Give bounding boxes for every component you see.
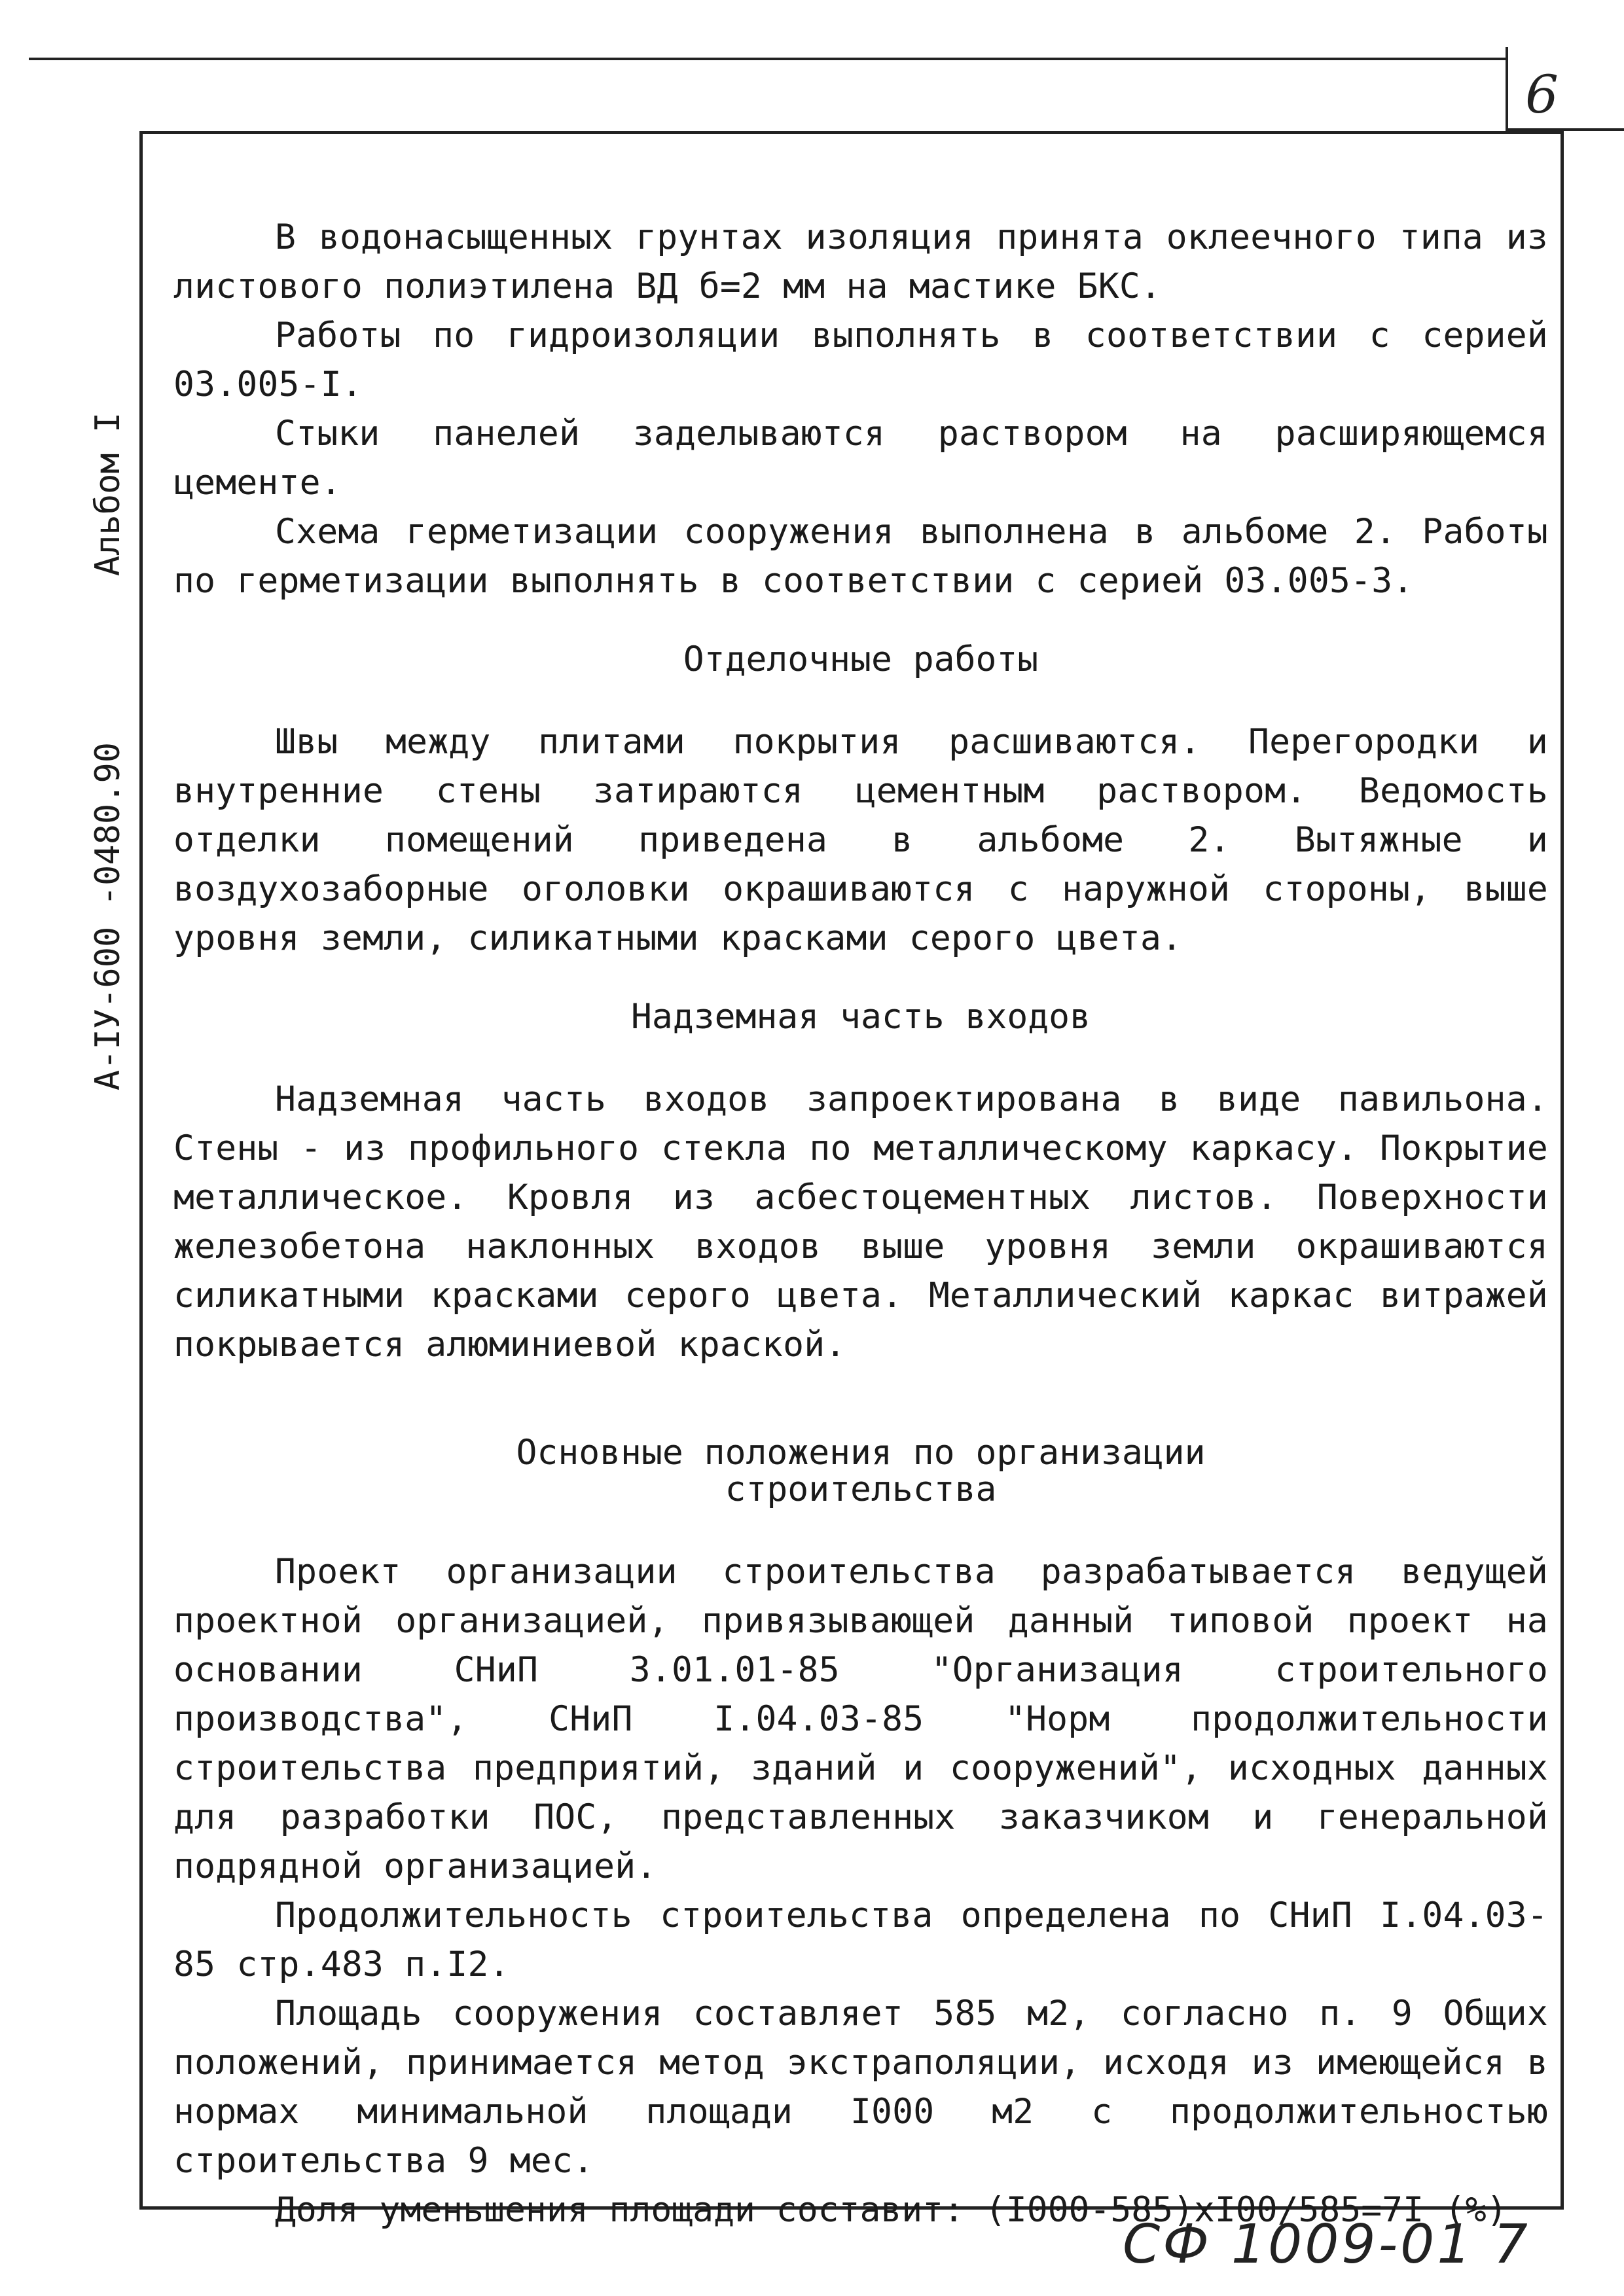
paragraph: Проект организации строительства разрабатывается ведущей проектной организацией, привязывающей данный типовой проект на основании СНиП 3.01.01-85 "Организация строительного производства", СНиП I.04.03-85 "Норм продолжительности строительства предприятий, зданий и сооружений", исходных данных для разработки ПОС, представленных заказчиком и генеральной подрядной организацией. [173, 1552, 1548, 1886]
top-rule [29, 58, 1506, 60]
page-number: 6 [1525, 64, 1559, 125]
footer-document-code: СФ 1009-01 7 [1123, 2214, 1530, 2276]
section-heading-line: строительства [725, 1469, 997, 1509]
side-label-album-text: Альбом I [88, 412, 128, 577]
paragraph: В водонасыщенных грунтах изоляция принята оклеечного типа из листового полиэтилена ВД б=2 мм на мастике БКС. [173, 217, 1548, 306]
formula-line: Доля уменьшения площади составит: (I000-585)хI00/585=7I (%) [275, 2190, 1507, 2230]
paragraph: Работы по гидроизоляции выполнять в соответствии с серией 03.005-I. [173, 315, 1548, 404]
section-heading-finishing: Отделочные работы [683, 639, 1039, 679]
paragraph: Площадь сооружения составляет 585 м2, согласно п. 9 Общих положений, принимается метод экстраполяции, исходя из имеющейся в нормах минимальной площади I000 м2 с продолжительностью строительства 9 мес. [173, 1994, 1548, 2181]
paragraph: Стыки панелей заделываются раствором на расширяющемся цементе. [173, 414, 1548, 503]
paragraph: Швы между плитами покрытия расшиваются. Перегородки и внутренние стены затираются цементным раствором. Ведомость отделки помещений приведена в альбоме 2. Вытяжные и воздухозаборные оголовки окрашиваются с наружной стороны, выше уровня земли, силикатными красками серого цвета. [173, 722, 1548, 958]
paragraph: Продолжительность строительства определена по СНиП I.04.03-85 стр.483 п.I2. [173, 1895, 1548, 1984]
document-body [173, 213, 1548, 2234]
section-heading-entrances: Надземная часть входов [631, 997, 1091, 1037]
page-number-box-divider [1506, 47, 1508, 131]
section-heading-line: Основные положения по организации [516, 1433, 1206, 1473]
paragraph: Надземная часть входов запроектирована в виде павильона. Стены - из профильного стекла по металлическому каркасу. Покрытие металлическое. Кровля из асбестоцементных листов. Поверхности железобетона наклонных входов выше уровня земли окрашиваются силикатными красками серого цвета. Металлический каркас витражей покрывается алюминиевой краской. [173, 1079, 1548, 1365]
paragraph: Схема герметизации сооружения выполнена в альбоме 2. Работы по герметизации выполнять в соответствии с серией 03.005-3. [173, 512, 1548, 601]
section-heading-construction [173, 1435, 1548, 1508]
side-label-code-text: А-IУ-600 -0480.90 [88, 742, 128, 1091]
